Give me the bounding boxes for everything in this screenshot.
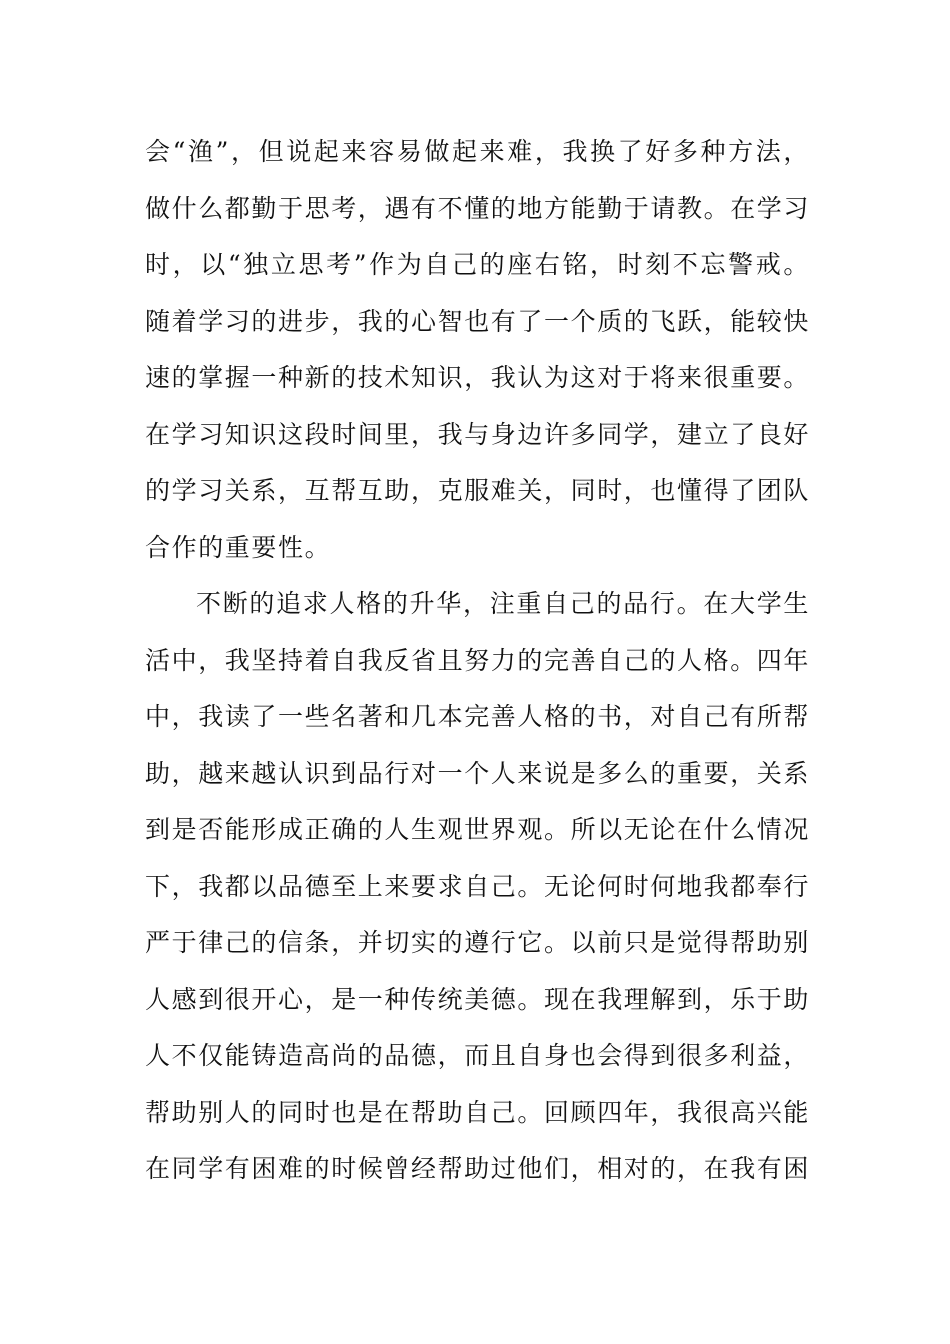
- text-line: 时，以“独立思考”作为自己的座右铭，时刻不忘警戒。: [145, 250, 810, 279]
- text-line: 做什么都勤于思考，遇有不懂的地方能勤于请教。在学习: [145, 194, 811, 223]
- text-line: 人感到很开心，是一种传统美德。现在我理解到，乐于助: [145, 985, 811, 1014]
- text-line: 随着学习的进步，我的心智也有了一个质的飞跃，能较快: [145, 307, 811, 336]
- text-line: 帮助别人的同时也是在帮助自己。回顾四年，我很高兴能: [145, 1098, 811, 1127]
- text-line: 的学习关系，互帮互助，克服难关，同时，也懂得了团队: [145, 476, 811, 505]
- text-line: 活中，我坚持着自我反省且努力的完善自己的人格。四年: [145, 646, 811, 675]
- text-line: 在学习知识这段时间里，我与身边许多同学，建立了良好: [145, 420, 811, 449]
- text-line: 助，越来越认识到品行对一个人来说是多么的重要，关系: [145, 759, 811, 788]
- text-line: 到是否能形成正确的人生观世界观。所以无论在什么情况: [145, 815, 811, 844]
- text-line: 中，我读了一些名著和几本完善人格的书，对自己有所帮: [145, 702, 811, 731]
- text-line: 下，我都以品德至上来要求自己。无论何时何地我都奉行: [145, 872, 811, 901]
- text-line: 严于律己的信条，并切实的遵行它。以前只是觉得帮助别: [145, 928, 811, 957]
- text-line: 合作的重要性。: [145, 533, 332, 562]
- text-line: 速的掌握一种新的技术知识，我认为这对于将来很重要。: [145, 363, 811, 392]
- text-line: 会“渔”，但说起来容易做起来难，我换了好多种方法，: [145, 137, 810, 166]
- text-line: 在同学有困难的时候曾经帮助过他们，相对的，在我有困: [145, 1154, 811, 1183]
- paragraph-first-line: 不断的追求人格的升华，注重自己的品行。在大学生: [196, 589, 810, 618]
- text-line: 人不仅能铸造高尚的品德，而且自身也会得到很多利益，: [145, 1041, 811, 1070]
